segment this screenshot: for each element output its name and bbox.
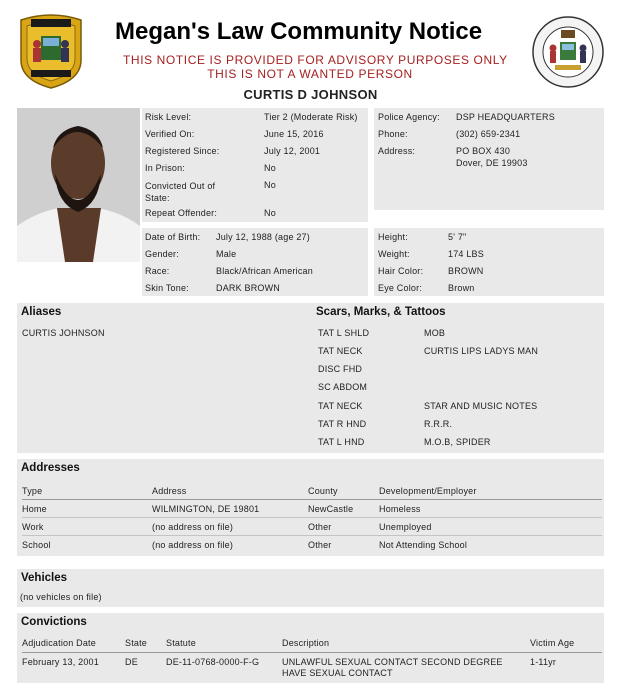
scar-location: TAT NECK bbox=[318, 401, 363, 411]
address-employer: Unemployed bbox=[379, 522, 432, 532]
dob-label: Date of Birth: bbox=[145, 232, 201, 242]
weight-value: 174 LBS bbox=[448, 249, 484, 259]
aliases-heading: Aliases bbox=[21, 306, 62, 318]
convictions-col-state: State bbox=[125, 638, 148, 648]
verified-on-value: June 15, 2016 bbox=[264, 129, 324, 139]
conviction-date: February 13, 2001 bbox=[22, 657, 99, 667]
address-county: Other bbox=[308, 522, 332, 532]
conviction-state: DE bbox=[125, 657, 138, 667]
agency-address-label: Address: bbox=[378, 146, 416, 156]
registered-since-label: Registered Since: bbox=[145, 146, 220, 156]
alias-item: CURTIS JOHNSON bbox=[22, 328, 105, 338]
address-employer: Not Attending School bbox=[379, 540, 468, 550]
advisory-notice: THIS NOTICE IS PROVIDED FOR ADVISORY PURPOSES ONLY bbox=[123, 53, 508, 67]
risk-level-value: Tier 2 (Moderate Risk) bbox=[264, 112, 358, 122]
conviction-description-line2: HAVE SEXUAL CONTACT bbox=[282, 668, 393, 678]
scar-description: MOB bbox=[424, 328, 446, 338]
conviction-victim-age: 1-11yr bbox=[530, 657, 557, 667]
repeat-offender-value: No bbox=[264, 208, 276, 218]
race-label: Race: bbox=[145, 266, 170, 276]
repeat-offender-label: Repeat Offender: bbox=[145, 208, 218, 218]
page-title: Megan's Law Community Notice bbox=[115, 18, 483, 45]
addresses-col-type: Type bbox=[22, 486, 43, 496]
addresses-heading: Addresses bbox=[21, 462, 80, 474]
dob-value: July 12, 1988 (age 27) bbox=[216, 232, 310, 242]
in-prison-label: In Prison: bbox=[145, 163, 186, 173]
address-county: NewCastle bbox=[308, 504, 354, 514]
scar-description: R.R.R. bbox=[424, 419, 453, 429]
agency-phone-value: (302) 659-2341 bbox=[456, 129, 521, 139]
address-type: Work bbox=[22, 522, 44, 532]
agency-address-line2: Dover, DE 19903 bbox=[456, 158, 528, 168]
convictions-header-divider bbox=[22, 652, 602, 653]
addresses-header-divider bbox=[22, 499, 602, 500]
vehicles-heading: Vehicles bbox=[21, 572, 68, 584]
verified-on-label: Verified On: bbox=[145, 129, 195, 139]
convictions-heading: Convictions bbox=[21, 616, 87, 628]
police-agency-value: DSP HEADQUARTERS bbox=[456, 112, 555, 122]
agency-address-value: PO BOX 430 bbox=[456, 146, 511, 156]
eye-color-value: Brown bbox=[448, 283, 475, 293]
address-county: Other bbox=[308, 540, 332, 550]
height-label: Height: bbox=[378, 232, 408, 242]
hair-color-value: BROWN bbox=[448, 266, 484, 276]
conviction-description: UNLAWFUL SEXUAL CONTACT SECOND DEGREE bbox=[282, 657, 503, 667]
addresses-col-address: Address bbox=[152, 486, 187, 496]
scar-description: M.O.B, SPIDER bbox=[424, 437, 491, 447]
state-police-badge bbox=[17, 14, 85, 90]
scar-location: TAT L HND bbox=[318, 437, 365, 447]
convictions-col-victim-age: Victim Age bbox=[530, 638, 575, 648]
convictions-col-description: Description bbox=[282, 638, 330, 648]
row-divider bbox=[22, 535, 602, 536]
skin-tone-value: DARK BROWN bbox=[216, 283, 281, 293]
vehicles-note: (no vehicles on file) bbox=[20, 592, 102, 602]
aliases-scars-panel bbox=[17, 303, 604, 453]
addresses-col-employer: Development/Employer bbox=[379, 486, 477, 496]
race-value: Black/African American bbox=[216, 266, 313, 276]
skin-tone-label: Skin Tone: bbox=[145, 283, 189, 293]
addresses-col-county: County bbox=[308, 486, 338, 496]
vehicles-panel bbox=[17, 569, 604, 607]
address-value: WILMINGTON, DE 19801 bbox=[152, 504, 260, 514]
not-wanted-notice: THIS IS NOT A WANTED PERSON bbox=[207, 67, 413, 81]
police-agency-label: Police Agency: bbox=[378, 112, 440, 122]
state-seal bbox=[531, 14, 605, 90]
scars-heading: Scars, Marks, & Tattoos bbox=[316, 306, 446, 318]
scar-description: STAR AND MUSIC NOTES bbox=[424, 401, 538, 411]
height-value: 5' 7" bbox=[448, 232, 467, 242]
scar-location: TAT NECK bbox=[318, 346, 363, 356]
in-prison-value: No bbox=[264, 163, 276, 173]
eye-color-label: Eye Color: bbox=[378, 283, 423, 293]
agency-phone-label: Phone: bbox=[378, 129, 408, 139]
risk-level-label: Risk Level: bbox=[145, 112, 192, 122]
address-employer: Homeless bbox=[379, 504, 421, 514]
conviction-statute: DE-11-0768-0000-F-G bbox=[166, 657, 260, 667]
offender-photo bbox=[17, 108, 140, 262]
convictions-col-date: Adjudication Date bbox=[22, 638, 96, 648]
gender-value: Male bbox=[216, 249, 237, 259]
gender-label: Gender: bbox=[145, 249, 179, 259]
scar-location: SC ABDOM bbox=[318, 382, 368, 392]
row-divider bbox=[22, 517, 602, 518]
hair-color-label: Hair Color: bbox=[378, 266, 424, 276]
convicted-out-of-state-label: Convicted Out of State: bbox=[145, 181, 216, 203]
scar-location: TAT L SHLD bbox=[318, 328, 370, 338]
person-name: CURTIS D JOHNSON bbox=[243, 87, 378, 102]
scar-description: CURTIS LIPS LADYS MAN bbox=[424, 346, 539, 356]
scar-location: TAT R HND bbox=[318, 419, 367, 429]
convictions-col-statute: Statute bbox=[166, 638, 196, 648]
registered-since-value: July 12, 2001 bbox=[264, 146, 321, 156]
weight-label: Weight: bbox=[378, 249, 410, 259]
address-type: Home bbox=[22, 504, 47, 514]
address-value: (no address on file) bbox=[152, 522, 234, 532]
address-type: School bbox=[22, 540, 51, 550]
scar-location: DISC FHD bbox=[318, 364, 363, 374]
address-value: (no address on file) bbox=[152, 540, 234, 550]
convicted-out-of-state-value: No bbox=[264, 180, 276, 190]
